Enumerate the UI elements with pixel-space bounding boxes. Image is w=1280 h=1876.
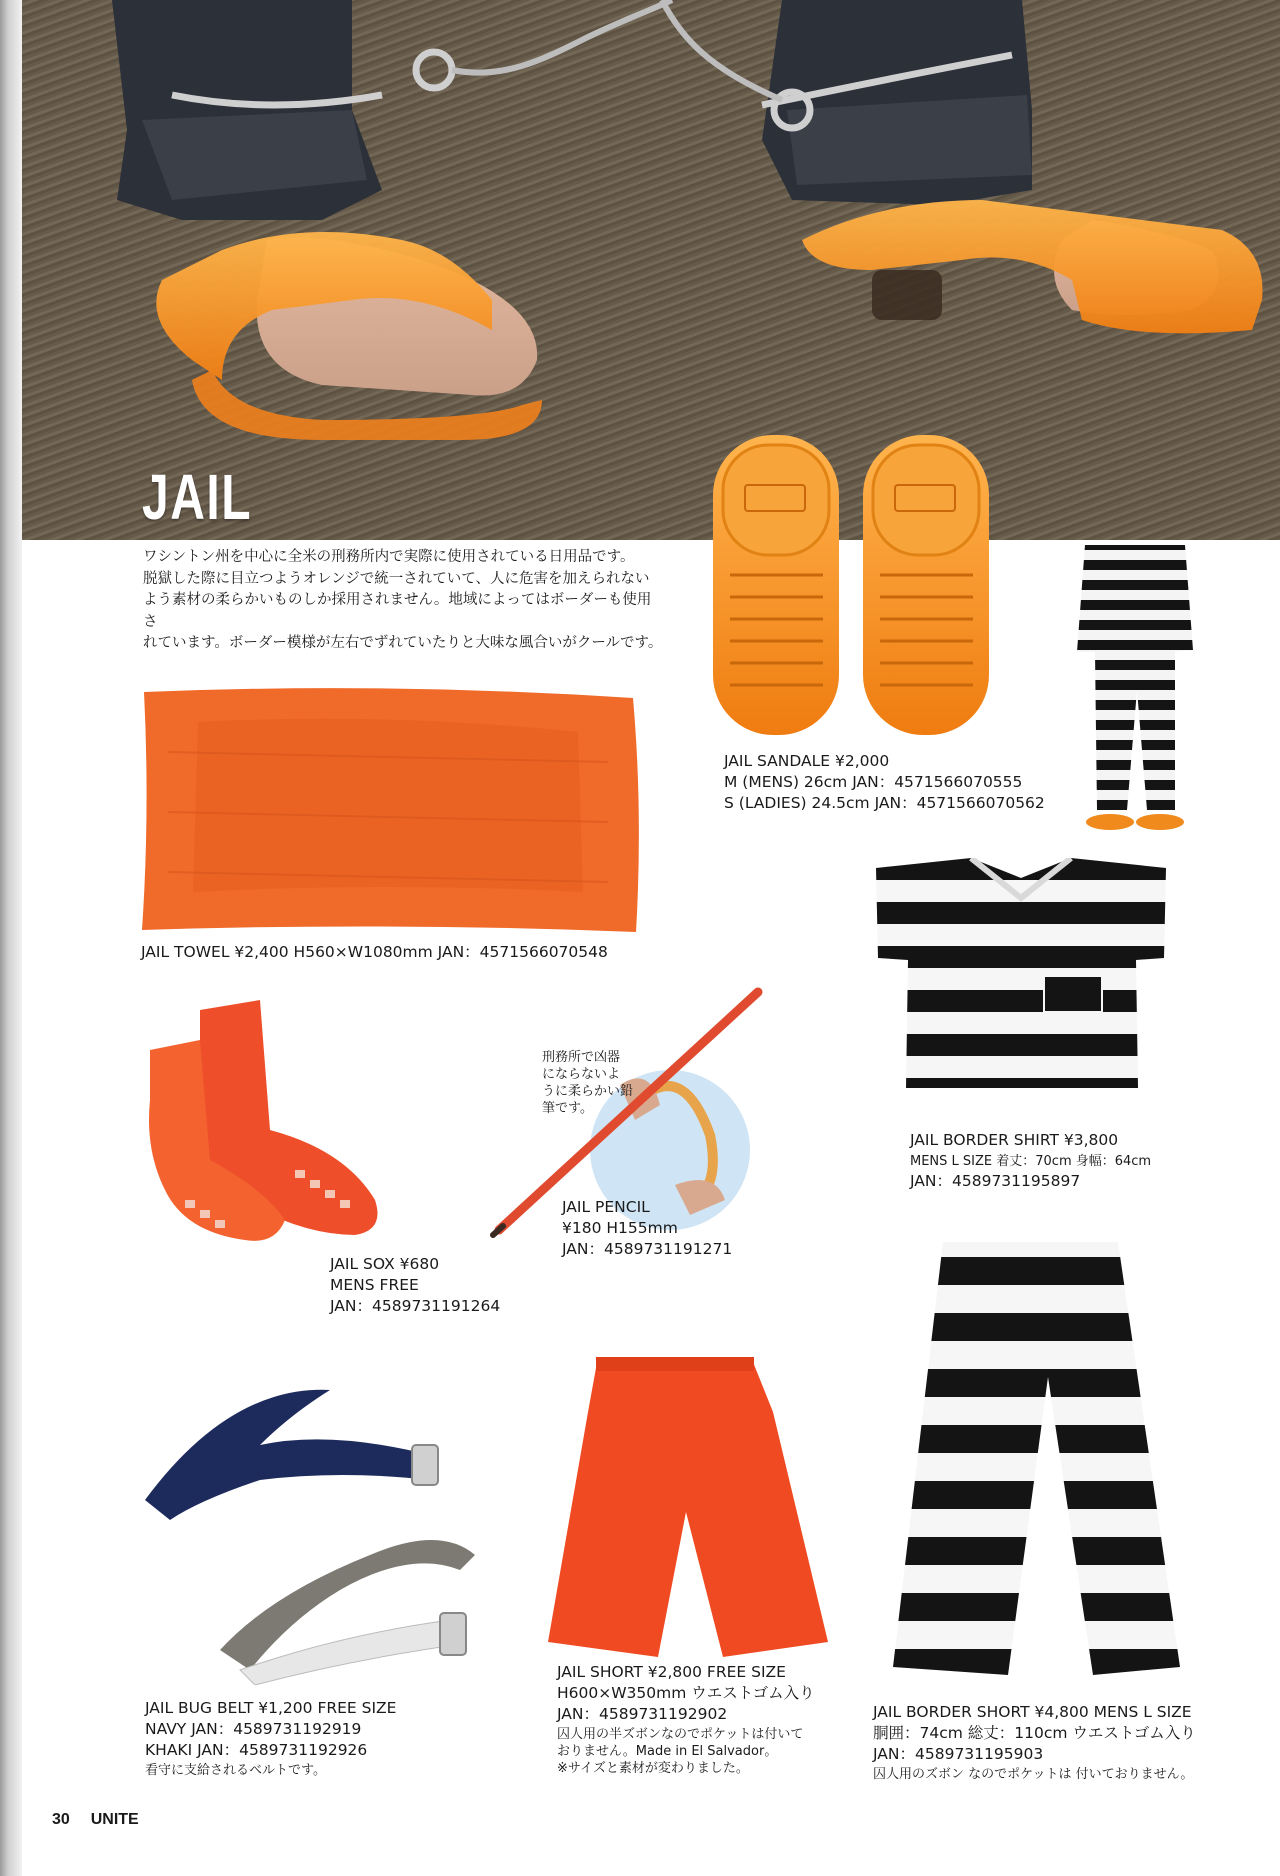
short-caption-3: JAN：4589731192902 (557, 1705, 728, 1723)
pencil-caption-1: JAIL PENCIL (562, 1198, 650, 1216)
belt-khaki (220, 1540, 475, 1685)
border-short-caption-2: 胴囲：74cm 総丈：110cm ウエストゴム入り (873, 1724, 1196, 1742)
towel-caption: JAIL TOWEL ¥2,400 H560×W1080mm JAN：4571566070548 (141, 943, 608, 961)
short-caption-2: H600×W350mm ウエストゴム入り (557, 1684, 815, 1702)
book-spine-edge (0, 0, 22, 1876)
sox-caption-1: JAIL SOX ¥680 (330, 1255, 440, 1273)
sox-caption-2: MENS FREE (330, 1276, 419, 1294)
jail-sox-image (145, 1000, 425, 1245)
belt-caption-1: JAIL BUG BELT ¥1,200 FREE SIZE (145, 1699, 397, 1717)
short-caption-1: JAIL SHORT ¥2,800 FREE SIZE (557, 1663, 786, 1681)
border-shirt-caption-1: JAIL BORDER SHIRT ¥3,800 (910, 1131, 1119, 1149)
hero-illustration (22, 0, 1280, 540)
jail-towel-image (138, 682, 640, 937)
magazine-name: UNITE (90, 1811, 139, 1828)
belt-navy (145, 1390, 438, 1520)
section-title: JAIL (142, 461, 253, 533)
page-footer (52, 1811, 139, 1829)
short-caption-4: 囚人用の半ズボンなのでポケットは付いて おりません。Made in El Salvador。 ※サイズと素材が変わりました。 (557, 1727, 804, 1776)
sandal-left (713, 435, 839, 735)
jail-short-image (538, 1352, 833, 1662)
jail-bug-belt-image (140, 1385, 490, 1685)
page-number: 30 (52, 1811, 70, 1828)
pencil-caption-3: JAN：4589731191271 (562, 1240, 733, 1258)
border-short-caption-3: JAN：4589731195903 (873, 1745, 1044, 1763)
belt-caption-2: NAVY JAN：4589731192919 (145, 1720, 362, 1738)
intro-text: ワシントン州を中心に全米の刑務所内で実際に使用されている日用品です。 脱獄した際に目立つようオレンジで統一されていて、人に危害を加えられない よう素材の柔らかいものしか採用されません。地域によってはボーダーも使用さ れています。ボーダー模様が左右でずれていたりと大味な風合いがクールです。 (143, 549, 663, 651)
jail-border-shirt-image (876, 858, 1166, 1090)
border-shirt-caption-2: MENS L SIZE 着丈：70cm 身幅：64cm (910, 1154, 1152, 1169)
jail-sandale-image (705, 425, 1000, 745)
border-short-caption-1: JAIL BORDER SHORT ¥4,800 MENS L SIZE (873, 1703, 1192, 1721)
pencil-caption-2: ¥180 H155mm (562, 1219, 678, 1237)
hero-photo (22, 0, 1280, 540)
model-in-border-outfit (1075, 540, 1195, 840)
border-short-caption-4: 囚人用のズボン なのでポケットは 付いておりません。 (873, 1767, 1194, 1782)
jail-border-short-image (888, 1237, 1186, 1677)
belt-caption-4: 看守に支給されるベルトです。 (145, 1763, 326, 1778)
sandale-caption-3: S (LADIES) 24.5cm JAN：4571566070562 (724, 794, 1045, 812)
sandale-caption-2: M (MENS) 26cm JAN：4571566070555 (724, 773, 1023, 791)
pencil-note: 刑務所で凶器 にならないよ うに柔らかい鉛 筆です。 (542, 1050, 634, 1116)
sandal-right (863, 435, 989, 735)
sandale-caption-1: JAIL SANDALE ¥2,000 (724, 752, 890, 770)
sox-caption-3: JAN：4589731191264 (330, 1297, 501, 1315)
belt-caption-3: KHAKI JAN：4589731192926 (145, 1741, 368, 1759)
border-shirt-caption-3: JAN：4589731195897 (910, 1172, 1081, 1190)
